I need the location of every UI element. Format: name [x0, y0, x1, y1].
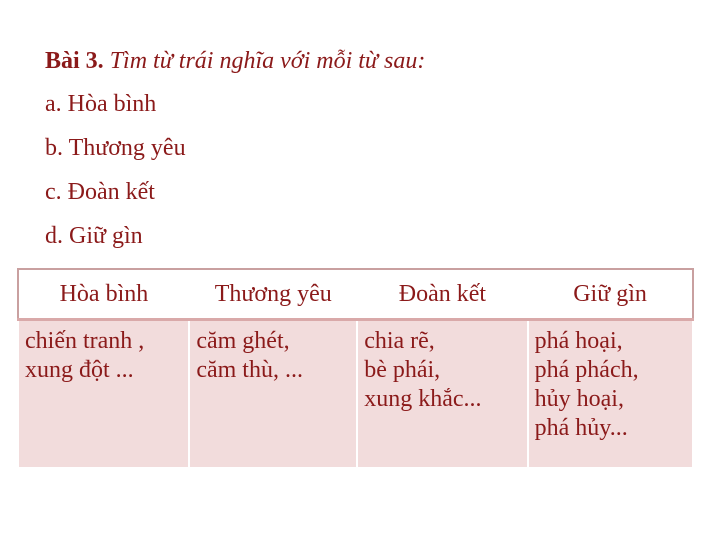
antonym-line: hủy hoại, — [534, 386, 624, 412]
header-thuong-yeu: Thương yêu — [189, 269, 357, 320]
cell-giu-gin-antonyms — [528, 320, 693, 469]
antonym-table — [17, 268, 694, 469]
antonym-line: căm ghét, — [196, 328, 290, 354]
antonym-line: căm thù, ... — [196, 357, 303, 383]
table-row — [18, 320, 693, 469]
exercise-instruction: Tìm từ trái nghĩa với mỗi từ sau: — [109, 48, 426, 74]
antonym-line: chia rẽ, — [364, 328, 435, 354]
table-header-row — [18, 269, 693, 320]
cell-hoa-binh-antonyms — [18, 320, 189, 469]
option-b: b. Thương yêu — [45, 135, 186, 161]
option-d: d. Giữ gìn — [45, 223, 143, 249]
antonym-line: phá hoại, — [534, 328, 623, 354]
antonym-line: phá hủy... — [534, 415, 628, 441]
antonym-line: phá phách, — [534, 357, 639, 383]
option-a: a. Hòa bình — [45, 91, 157, 117]
header-giu-gin: Giữ gìn — [528, 269, 693, 320]
antonym-line: bè phái, — [364, 357, 441, 383]
header-doan-ket: Đoàn kết — [357, 269, 527, 320]
cell-thuong-yeu-antonyms — [189, 320, 357, 469]
header-hoa-binh: Hòa bình — [18, 269, 189, 320]
antonym-line: xung khắc... — [364, 386, 482, 412]
option-c: c. Đoàn kết — [45, 179, 155, 205]
exercise-block — [45, 40, 685, 258]
antonym-line: chiến tranh , — [25, 328, 145, 354]
exercise-title — [45, 40, 685, 82]
antonym-line: xung đột ... — [25, 357, 134, 383]
cell-doan-ket-antonyms — [357, 320, 527, 469]
exercise-label: Bài 3. — [45, 48, 104, 74]
